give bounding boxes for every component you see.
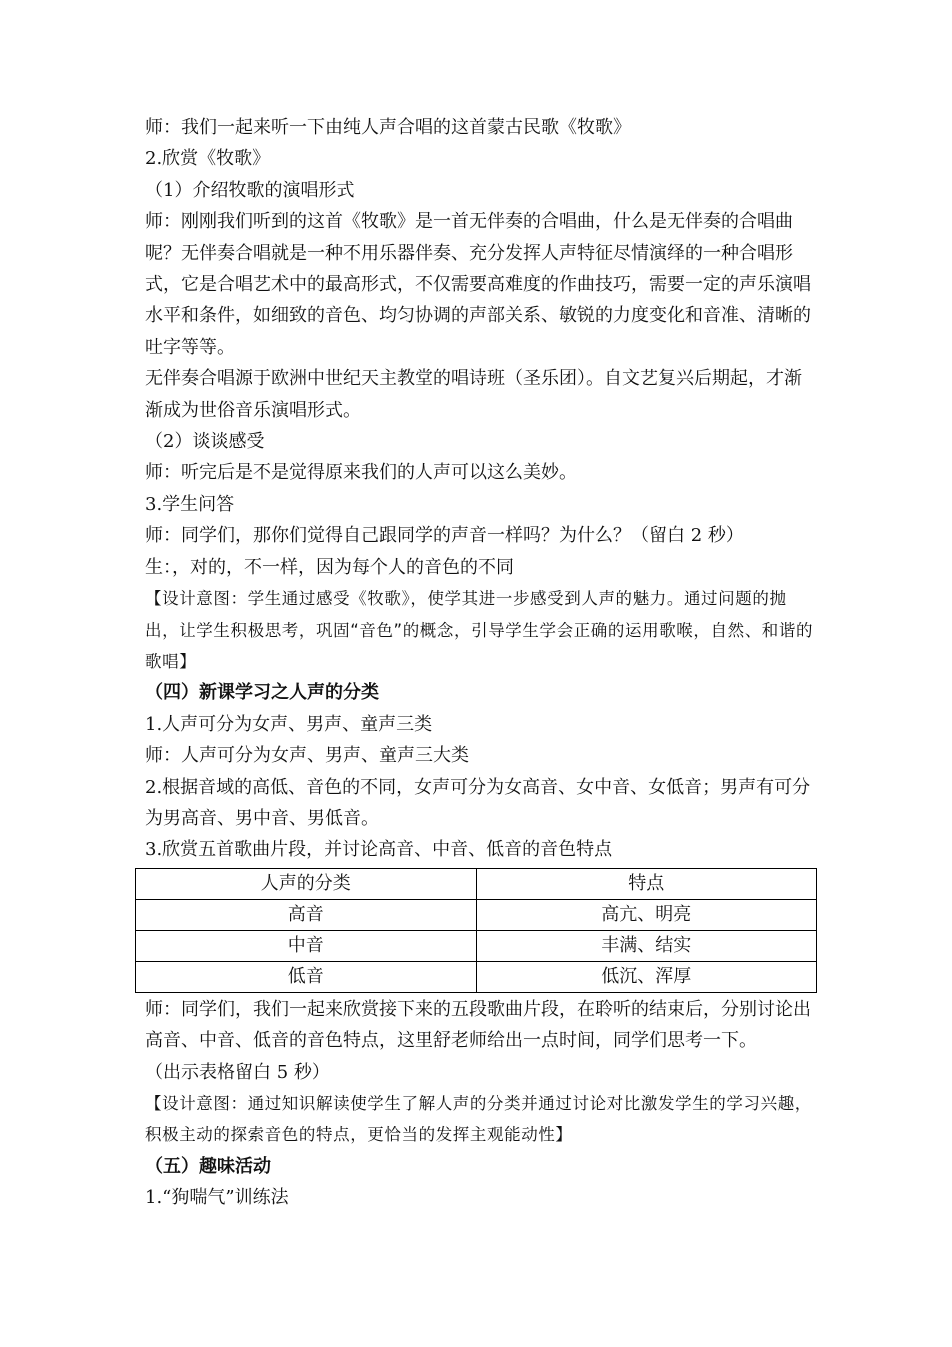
- section-item: 1.“狗喘气”训练法: [145, 1187, 289, 1209]
- table-cell: 高音: [136, 899, 477, 930]
- table-header-cell: 人声的分类: [136, 868, 477, 899]
- table-cell: 低音: [136, 961, 477, 992]
- design-intent-note: 【设计意图：通过知识解读使学生了解人声的分类并通过讨论对比激发学生的学习兴趣，积极主动的探索音色的特点，更恰当的发挥主观能动性】: [145, 1093, 812, 1145]
- paragraph: 师：刚刚我们听到的这首《牧歌》是一首无伴奏的合唱曲，什么是无伴奏的合唱曲呢？无伴奏合唱就是一种不用乐器伴奏、充分发挥人声特征尽情演绎的一种合唱形式，它是合唱艺术中的最高形式，不仅需要高难度的作曲技巧，需要一定的声乐演唱水平和条件，如细致的音色、均匀协调的声部关系、敏锐的力度变化和音准、清晰的吐字等等。: [145, 211, 811, 358]
- table-header-row: [136, 868, 817, 899]
- section-item: 2.根据音域的高低、音色的不同，女声可分为女高音、女中音、女低音；男声有可分为男高音、男中音、男低音。: [145, 776, 811, 829]
- table-row: [136, 899, 817, 930]
- table-row: [136, 961, 817, 992]
- section-item: 3.欣赏五首歌曲片段，并讨论高音、中音、低音的音色特点: [145, 839, 613, 861]
- voice-classification-table: [135, 868, 817, 993]
- table-header-cell: 特点: [476, 868, 817, 899]
- paragraph: （出示表格留白 5 秒）: [145, 1061, 330, 1083]
- section-item: 3.学生问答: [145, 493, 235, 515]
- section-item: 1.人声可分为女声、男声、童声三类: [145, 713, 433, 735]
- table-cell: 高亢、明亮: [476, 899, 817, 930]
- paragraph: 生：，对的，不一样，因为每个人的音色的不同: [145, 556, 514, 578]
- paragraph: 师：同学们，那你们觉得自己跟同学的声音一样吗？为什么？（留白 2 秒）: [145, 525, 744, 547]
- paragraph: 师：听完后是不是觉得原来我们的人声可以这么美妙。: [145, 462, 577, 484]
- paragraph: 师：人声可分为女声、男声、童声三大类: [145, 745, 469, 767]
- sub-item: （2）谈谈感受: [145, 431, 265, 453]
- paragraph: 师：我们一起来听一下由纯人声合唱的这首蒙古民歌《牧歌》: [145, 117, 631, 138]
- table-cell: 丰满、结实: [476, 930, 817, 961]
- document-page: [145, 112, 817, 1214]
- section-heading: （五）趣味活动: [145, 1155, 271, 1177]
- table-cell: 低沉、浑厚: [476, 961, 817, 992]
- section-item: 2.欣赏《牧歌》: [145, 148, 271, 170]
- section-heading: （四）新课学习之人声的分类: [145, 682, 379, 704]
- table-row: [136, 930, 817, 961]
- design-intent-note: 【设计意图：学生通过感受《牧歌》，使学其进一步感受到人声的魅力。通过问题的抛出，让学生积极思考，巩固“音色”的概念，引导学生学会正确的运用歌喉，自然、和谐的歌唱】: [145, 589, 814, 671]
- paragraph: 师：同学们，我们一起来欣赏接下来的五段歌曲片段，在聆听的结束后，分别讨论出高音、中音、低音的音色特点，这里舒老师给出一点时间，同学们思考一下。: [145, 998, 811, 1052]
- sub-item: （1）介绍牧歌的演唱形式: [145, 179, 355, 201]
- table-cell: 中音: [136, 930, 477, 961]
- paragraph: 无伴奏合唱源于欧洲中世纪天主教堂的唱诗班（圣乐团）。自文艺复兴后期起，才渐渐成为世俗音乐演唱形式。: [145, 368, 802, 421]
